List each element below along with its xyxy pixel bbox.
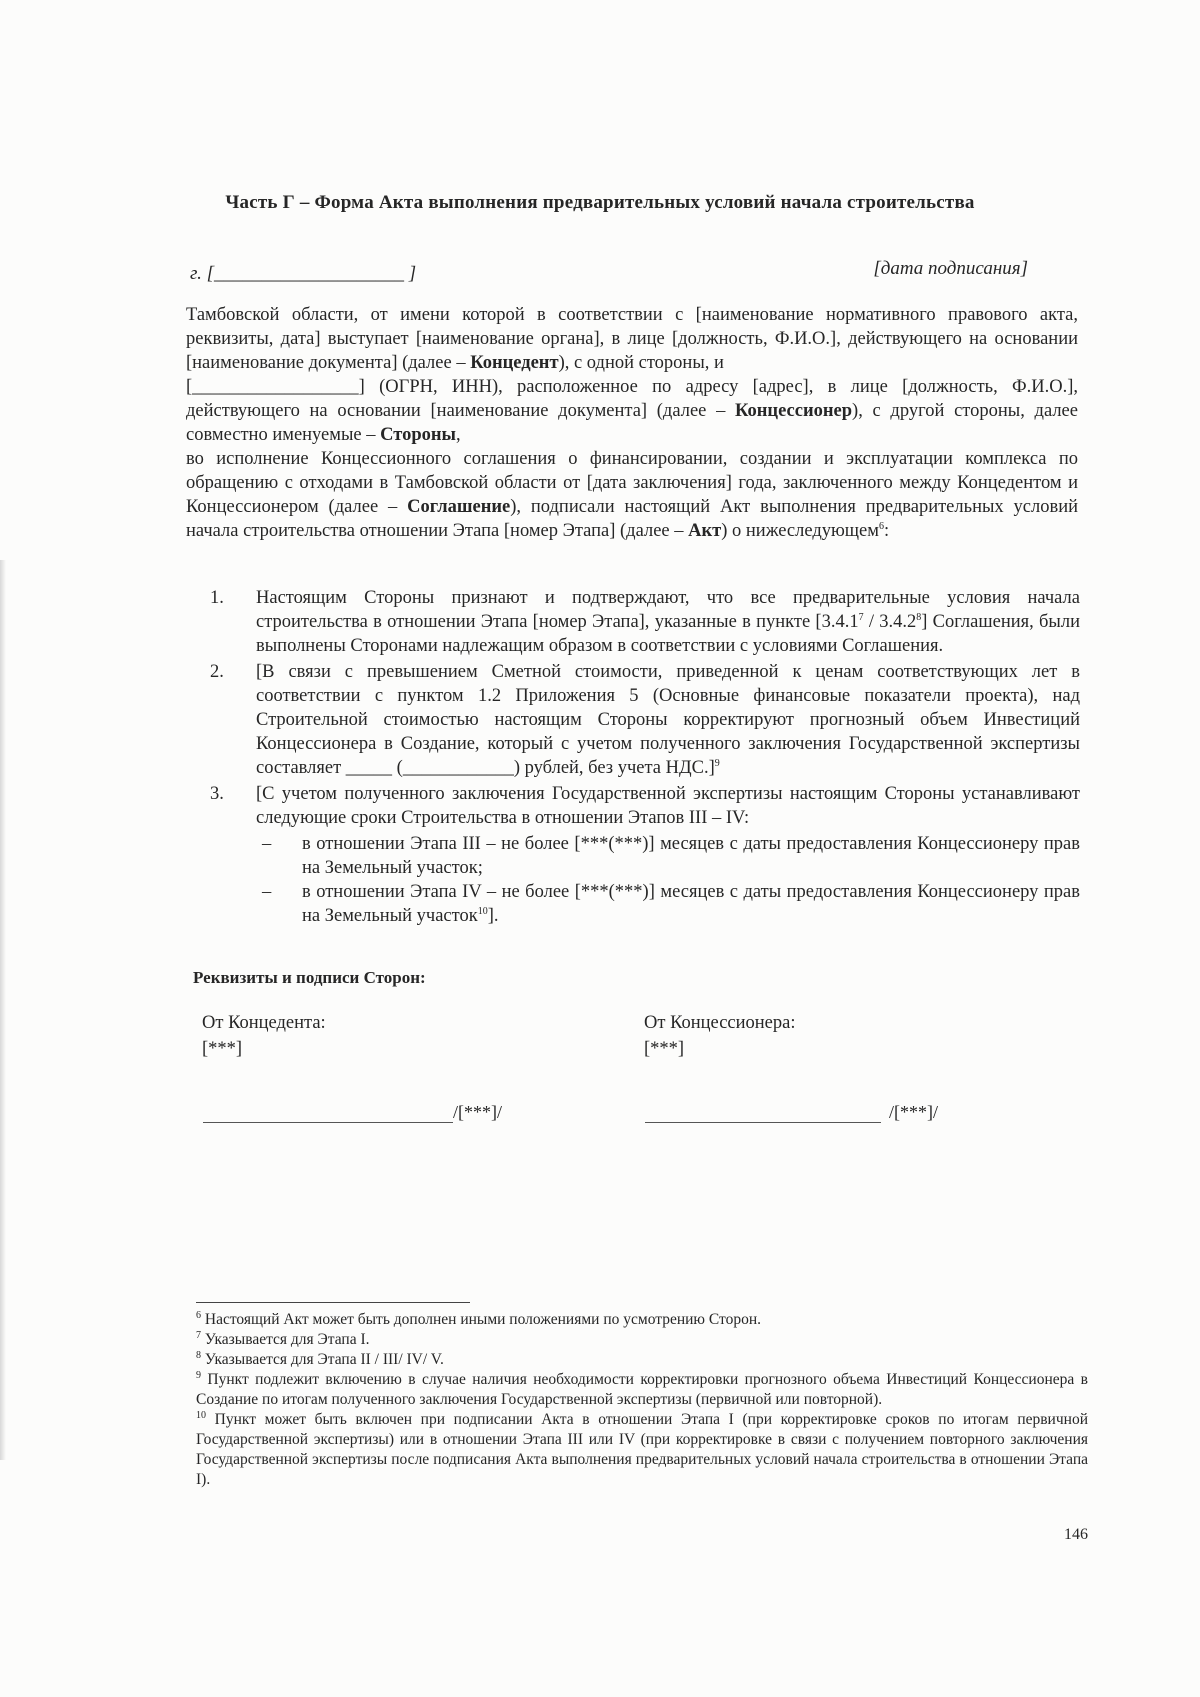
concessionaire-block: [644, 1010, 796, 1062]
concessionaire-signature-line: [645, 1102, 938, 1123]
footnote-6: $^6$ Настоящий Акт может быть дополнен иными положениями по усмотрению Сторон.: [196, 1309, 761, 1328]
footnote-ref-6: 6: [878, 520, 884, 532]
scan-shadow: [0, 560, 6, 1460]
footnote-7: $^7$ Указывается для Этапа I.: [196, 1329, 370, 1348]
date-field: [дата подписания]: [873, 258, 1028, 279]
concedent-signature-name: /[***]/: [453, 1102, 502, 1122]
clause-number: 1.: [210, 588, 224, 608]
page-number: 146: [1064, 1526, 1088, 1543]
preamble-concedent: Тамбовской области, от имени которой в соответствии с [наименование нормативного правового акта, реквизиты, дата] выступает [наименование органа], в лице [должность, Ф.И.О.], действующего на основании [наименование документа] (далее – Концедент), с одной стороны, и: [186, 305, 1078, 373]
concedent-block: [202, 1010, 326, 1062]
sub-clause-text: в отношении Этапа IV – не более [***(***)] месяцев с даты предоставления Концессионеру прав на Земельный участок$^{10}$].: [302, 882, 1080, 926]
footnote-ref-8: 8: [916, 611, 922, 623]
footnotes: [196, 1310, 1088, 1490]
clause-text: [В связи с превышением Сметной стоимости, приведенной к ценам соответствующих лет в соответствии с пунктом 1.2 Приложения 5 (Основные финансовые показатели проекта), над Строительной стоимостью настоящим Стороны корректируют прогнозный объем Инвестиций Концессионера в Создание, который с учетом полученного заключения Государственной экспертизы составляет _____ (____________) рублей, без учета НДС.]$^9$: [256, 662, 1080, 778]
signature-underline: [645, 1102, 881, 1123]
preamble-agreement: во исполнение Концессионного соглашения о финансировании, создании и эксплуатации комплекса по обращению с отходами в Тамбовской области от [дата заключения] года, заключенного между Концедентом и Концессионером (далее – Соглашение), подписали настоящий Акт выполнения предварительных условий начала строительства отношении Этапа [номер Этапа] (далее – Акт) о нижеследующем$^6$:: [186, 449, 1079, 541]
concedent-value: [***]: [202, 1039, 243, 1059]
concedent-signature-line: [203, 1102, 502, 1123]
signature-underline: [203, 1102, 453, 1123]
dash-bullet: –: [262, 834, 272, 854]
footnote-divider: [196, 1302, 470, 1303]
preamble: [186, 303, 1078, 543]
footnote-8: $^8$ Указывается для Этапа II / III/ IV/ V.: [196, 1349, 444, 1368]
footnote-ref-7: 7: [858, 611, 864, 623]
preamble-concessionaire: [__________________] (ОГРН, ИНН), расположенное по адресу [адрес], в лице [должность, Ф.И.О.], действующего на основании [наименование документа] (далее – Концессионер), с другой стороны, далее совместно именуемые – Стороны,: [186, 377, 1078, 445]
concedent-label: От Концедента:: [202, 1013, 326, 1033]
clause-number: 2.: [210, 662, 224, 682]
dash-bullet: –: [262, 882, 272, 902]
clause-2: [210, 660, 1080, 780]
clause-3: [210, 782, 1080, 830]
numbered-clauses: [210, 586, 1080, 928]
clause-text: Настоящим Стороны признают и подтверждают, что все предварительные условия начала строительства в отношении Этапа [номер Этапа], указанные в пункте [3.4.1$^7$ / 3.4.2$^8$] Соглашения, были выполнены Сторонами надлежащим образом в соответствии с условиями Соглашения.: [256, 588, 1080, 656]
footnote-ref-10: 10: [477, 905, 488, 917]
sub-clause-text: в отношении Этапа III – не более [***(***)] месяцев с даты предоставления Концессионеру прав на Земельный участок;: [302, 834, 1080, 878]
footnote-9: $^9$ Пункт подлежит включению в случае наличия необходимости корректировки прогнозного объема Инвестиций Концессионера в Создание по итогам полученного заключения Государственной экспертизы (первичной или повторной).: [196, 1369, 1088, 1408]
concessionaire-signature-name: /[***]/: [889, 1102, 938, 1122]
concessionaire-label: От Концессионера:: [644, 1013, 796, 1033]
document-title: Часть Г – Форма Акта выполнения предварительных условий начала строительства: [225, 192, 975, 213]
requisites-title: Реквизиты и подписи Сторон:: [193, 968, 426, 987]
clause-3-sub-1: [256, 832, 1080, 880]
clause-number: 3.: [210, 784, 224, 804]
clause-3-sub-2: [256, 880, 1080, 928]
place-field: г. [____________________ ]: [190, 263, 417, 284]
clause-text: [С учетом полученного заключения Государственной экспертизы настоящим Стороны устанавливают следующие сроки Строительства в отношении Этапов III – IV:: [256, 784, 1080, 828]
clause-1: [210, 586, 1080, 658]
footnote-10: $^{10}$ Пункт может быть включен при подписании Акта в отношении Этапа I (при корректировке сроков по итогам первичной Государственной экспертизы) или в отношении Этапа III или IV (при корректировке в связи с получением повторного заключения Государственной экспертизы после подписания Акта выполнения предварительных условий начала строительства в отношении Этапа I).: [196, 1409, 1088, 1488]
footnote-ref-9: 9: [714, 757, 720, 769]
concessionaire-value: [***]: [644, 1039, 685, 1059]
